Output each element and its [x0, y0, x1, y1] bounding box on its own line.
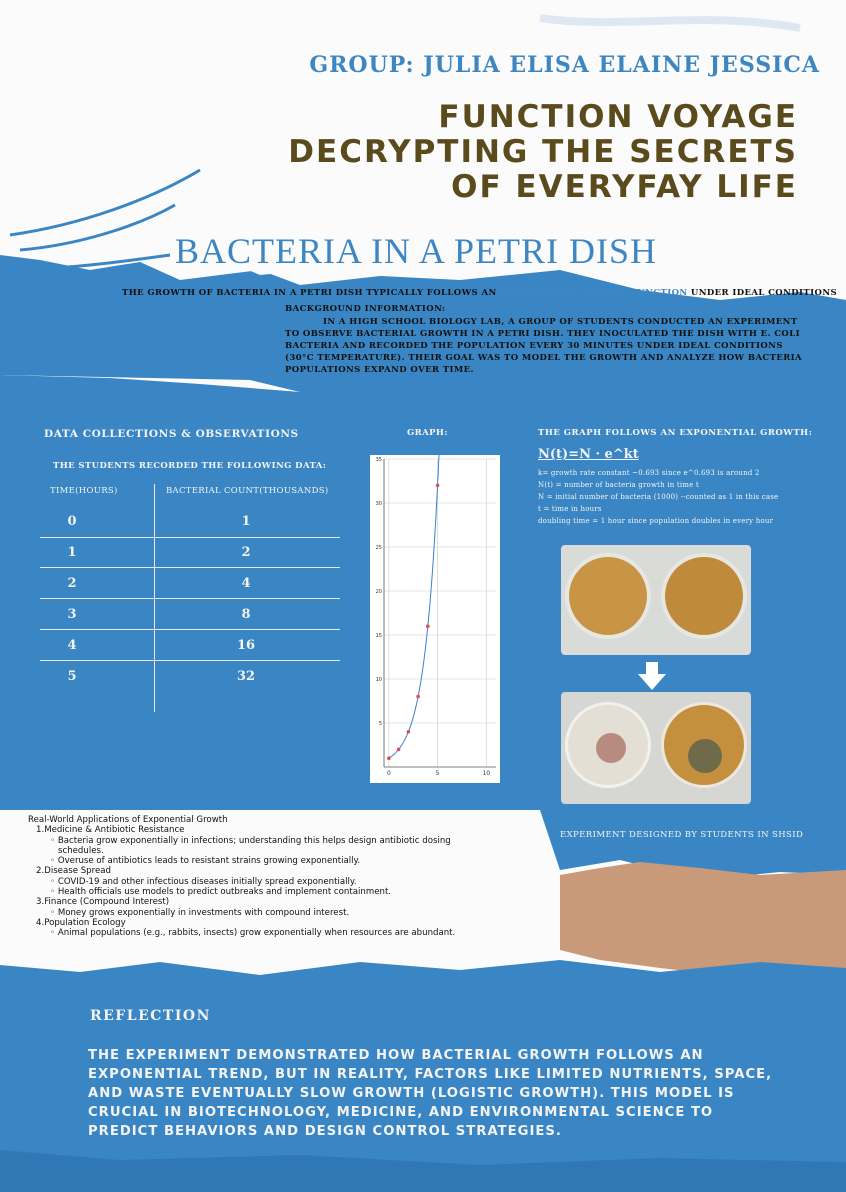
formula-line: N = initial number of bacteria (1000) --counted as 1 in this case: [538, 493, 779, 501]
applications-list: [28, 815, 548, 939]
table-cell-time: 2: [67, 576, 77, 591]
background-body: IN A HIGH SCHOOL BIOLOGY LAB, A GROUP OF STUDENTS CONDUCTED AN EXPERIMENT TO OBSERVE BACTERIAL GROWTH IN A PETRI DISH. THEY INOCULATED THE DISH WITH E. COLI BACTERIA AND RECORDED THE POPULATION EVERY 30 MINUTES UNDER IDEAL CONDITIONS (30°C TEMPERATURE). THEIR GOAL WAS TO MODEL THE GROWTH AND ANALYZE HOW BACTERIA POPULATIONS EXPAND OVER TIME.: [285, 317, 803, 375]
growth-chart: [370, 455, 500, 783]
arrow-down-icon: [638, 662, 666, 690]
data-point: [407, 730, 411, 734]
intro-text-after: UNDER IDEAL CONDITIONS: [687, 288, 838, 298]
graph-label: GRAPH:: [407, 428, 448, 438]
formula-line: k= growth rate constant ~0.693 since e^0.693 is around 2: [538, 469, 760, 477]
table-cell-time: 1: [67, 545, 77, 560]
row-divider: [40, 660, 340, 661]
data-point: [387, 756, 391, 760]
petri-dish: [565, 702, 651, 788]
table-cell-count: 8: [241, 607, 251, 622]
growth-chart-svg: [370, 455, 500, 783]
column-header-time: TIME(HOURS): [50, 486, 118, 496]
intro-sentence: [122, 288, 842, 298]
reflection-heading: REFLECTION: [90, 1008, 211, 1024]
application-point: ◦ COVID-19 and other infectious diseases initially spread exponentially.: [50, 876, 357, 887]
data-point: [416, 695, 420, 699]
formula-line: N(t) = number of bacteria growth in time t: [538, 481, 699, 489]
table-cell-count: 2: [241, 545, 251, 560]
data-point: [436, 484, 440, 488]
table-cell-time: 5: [67, 669, 77, 684]
application-point: ◦ Money grows exponentially in investments with compound interest.: [50, 907, 350, 918]
x-tick-label: 5: [435, 770, 440, 777]
y-tick-label: 5: [378, 721, 382, 727]
petri-photo-after: [561, 692, 751, 804]
y-tick-label: 30: [375, 501, 382, 507]
x-tick-label: 0: [386, 770, 391, 777]
group-members: GROUP: JULIA ELISA ELAINE JESSICA: [309, 52, 820, 78]
y-tick-label: 35: [375, 457, 382, 463]
table-cell-time: 4: [67, 638, 77, 653]
petri-photo-before: [561, 545, 751, 655]
row-divider: [40, 567, 340, 568]
application-point-continued: schedules.: [58, 845, 104, 856]
intro-text-before: THE GROWTH OF BACTERIA IN A PETRI DISH TYPICALLY FOLLOWS AN: [122, 288, 500, 298]
data-point: [426, 624, 430, 628]
data-heading: DATA COLLECTIONS & OBSERVATIONS: [44, 428, 299, 440]
x-tick-label: 10: [482, 770, 491, 777]
exponential-function-link[interactable]: EXPONENTIAL GROWTH FUNCTION: [499, 288, 688, 298]
reflection-body: THE EXPERIMENT DEMONSTRATED HOW BACTERIAL GROWTH FOLLOWS AN EXPONENTIAL TREND, BUT IN REALITY, FACTORS LIKE LIMITED NUTRIENTS, SPACE, AND WASTE EVENTUALLY SLOW GROWTH (LOGISTIC GROWTH). THIS MODEL IS CRUCIAL IN BIOTECHNOLOGY, MEDICINE, AND ENVIRONMENTAL SCIENCE TO PREDICT BEHAVIORS AND DESIGN CONTROL STRATEGIES.: [88, 1048, 773, 1139]
application-point: ◦ Health officials use models to predict outbreaks and implement containment.: [50, 887, 392, 898]
bacteria-colony: [596, 733, 626, 763]
series-line: [389, 455, 440, 758]
title-line-2: DECRYPTING THE SECRETS: [288, 134, 798, 170]
table-cell-count: 4: [241, 576, 251, 591]
petri-dish: [565, 553, 651, 639]
application-point: ◦ Overuse of antibiotics leads to resistant strains growing exponentially.: [50, 856, 361, 867]
poster-title: [250, 100, 798, 205]
table-cell-time: 3: [67, 607, 77, 622]
designed-by-caption: EXPERIMENT DESIGNED BY STUDENTS IN SHSID: [560, 830, 804, 840]
petri-dish: [661, 702, 747, 788]
application-point: ◦ Bacteria grow exponentially in infections; understanding this helps design antibiotic dosing: [50, 835, 451, 846]
topic-heading: BACTERIA IN A PETRI DISH: [175, 231, 658, 271]
background-heading: BACKGROUND INFORMATION:: [285, 304, 446, 314]
petri-dish: [661, 553, 747, 639]
application-heading: 3.Finance (Compound Interest): [36, 897, 170, 908]
application-heading: 4.Population Ecology: [36, 917, 126, 928]
title-line-3: OF EVERYFAY LIFE: [451, 169, 798, 205]
column-header-count: BACTERIAL COUNT(THOUSANDS): [166, 486, 329, 496]
formula-line: doubling time = 1 hour since population doubles in every hour: [538, 517, 774, 525]
explanation-heading: THE GRAPH FOLLOWS AN EXPONENTIAL GROWTH:: [538, 428, 813, 438]
table-cell-count: 1: [241, 514, 251, 529]
formula: N(t)=N · e^kt: [538, 447, 639, 462]
table-cell-time: 0: [67, 514, 77, 529]
table-cell-count: 32: [236, 669, 256, 684]
application-point: ◦ Animal populations (e.g., rabbits, insects) grow exponentially when resources are abundant.: [50, 928, 456, 939]
y-tick-label: 10: [375, 677, 382, 683]
row-divider: [40, 537, 340, 538]
title-line-1: FUNCTION VOYAGE: [438, 99, 798, 135]
recorded-caption: THE STUDENTS RECORDED THE FOLLOWING DATA:: [53, 461, 327, 471]
data-point: [397, 748, 401, 752]
y-tick-label: 20: [375, 589, 382, 595]
application-heading: 1.Medicine & Antibiotic Resistance: [36, 825, 185, 836]
row-divider: [40, 598, 340, 599]
y-tick-label: 25: [375, 545, 382, 551]
row-divider: [40, 629, 340, 630]
applications-title: Real-World Applications of Exponential Growth: [28, 815, 228, 825]
application-heading: 2.Disease Spread: [36, 866, 111, 877]
bacteria-colony: [688, 739, 722, 773]
table-cell-count: 16: [236, 638, 256, 653]
y-tick-label: 15: [375, 633, 382, 639]
formula-line: t = time in hours: [538, 505, 602, 513]
